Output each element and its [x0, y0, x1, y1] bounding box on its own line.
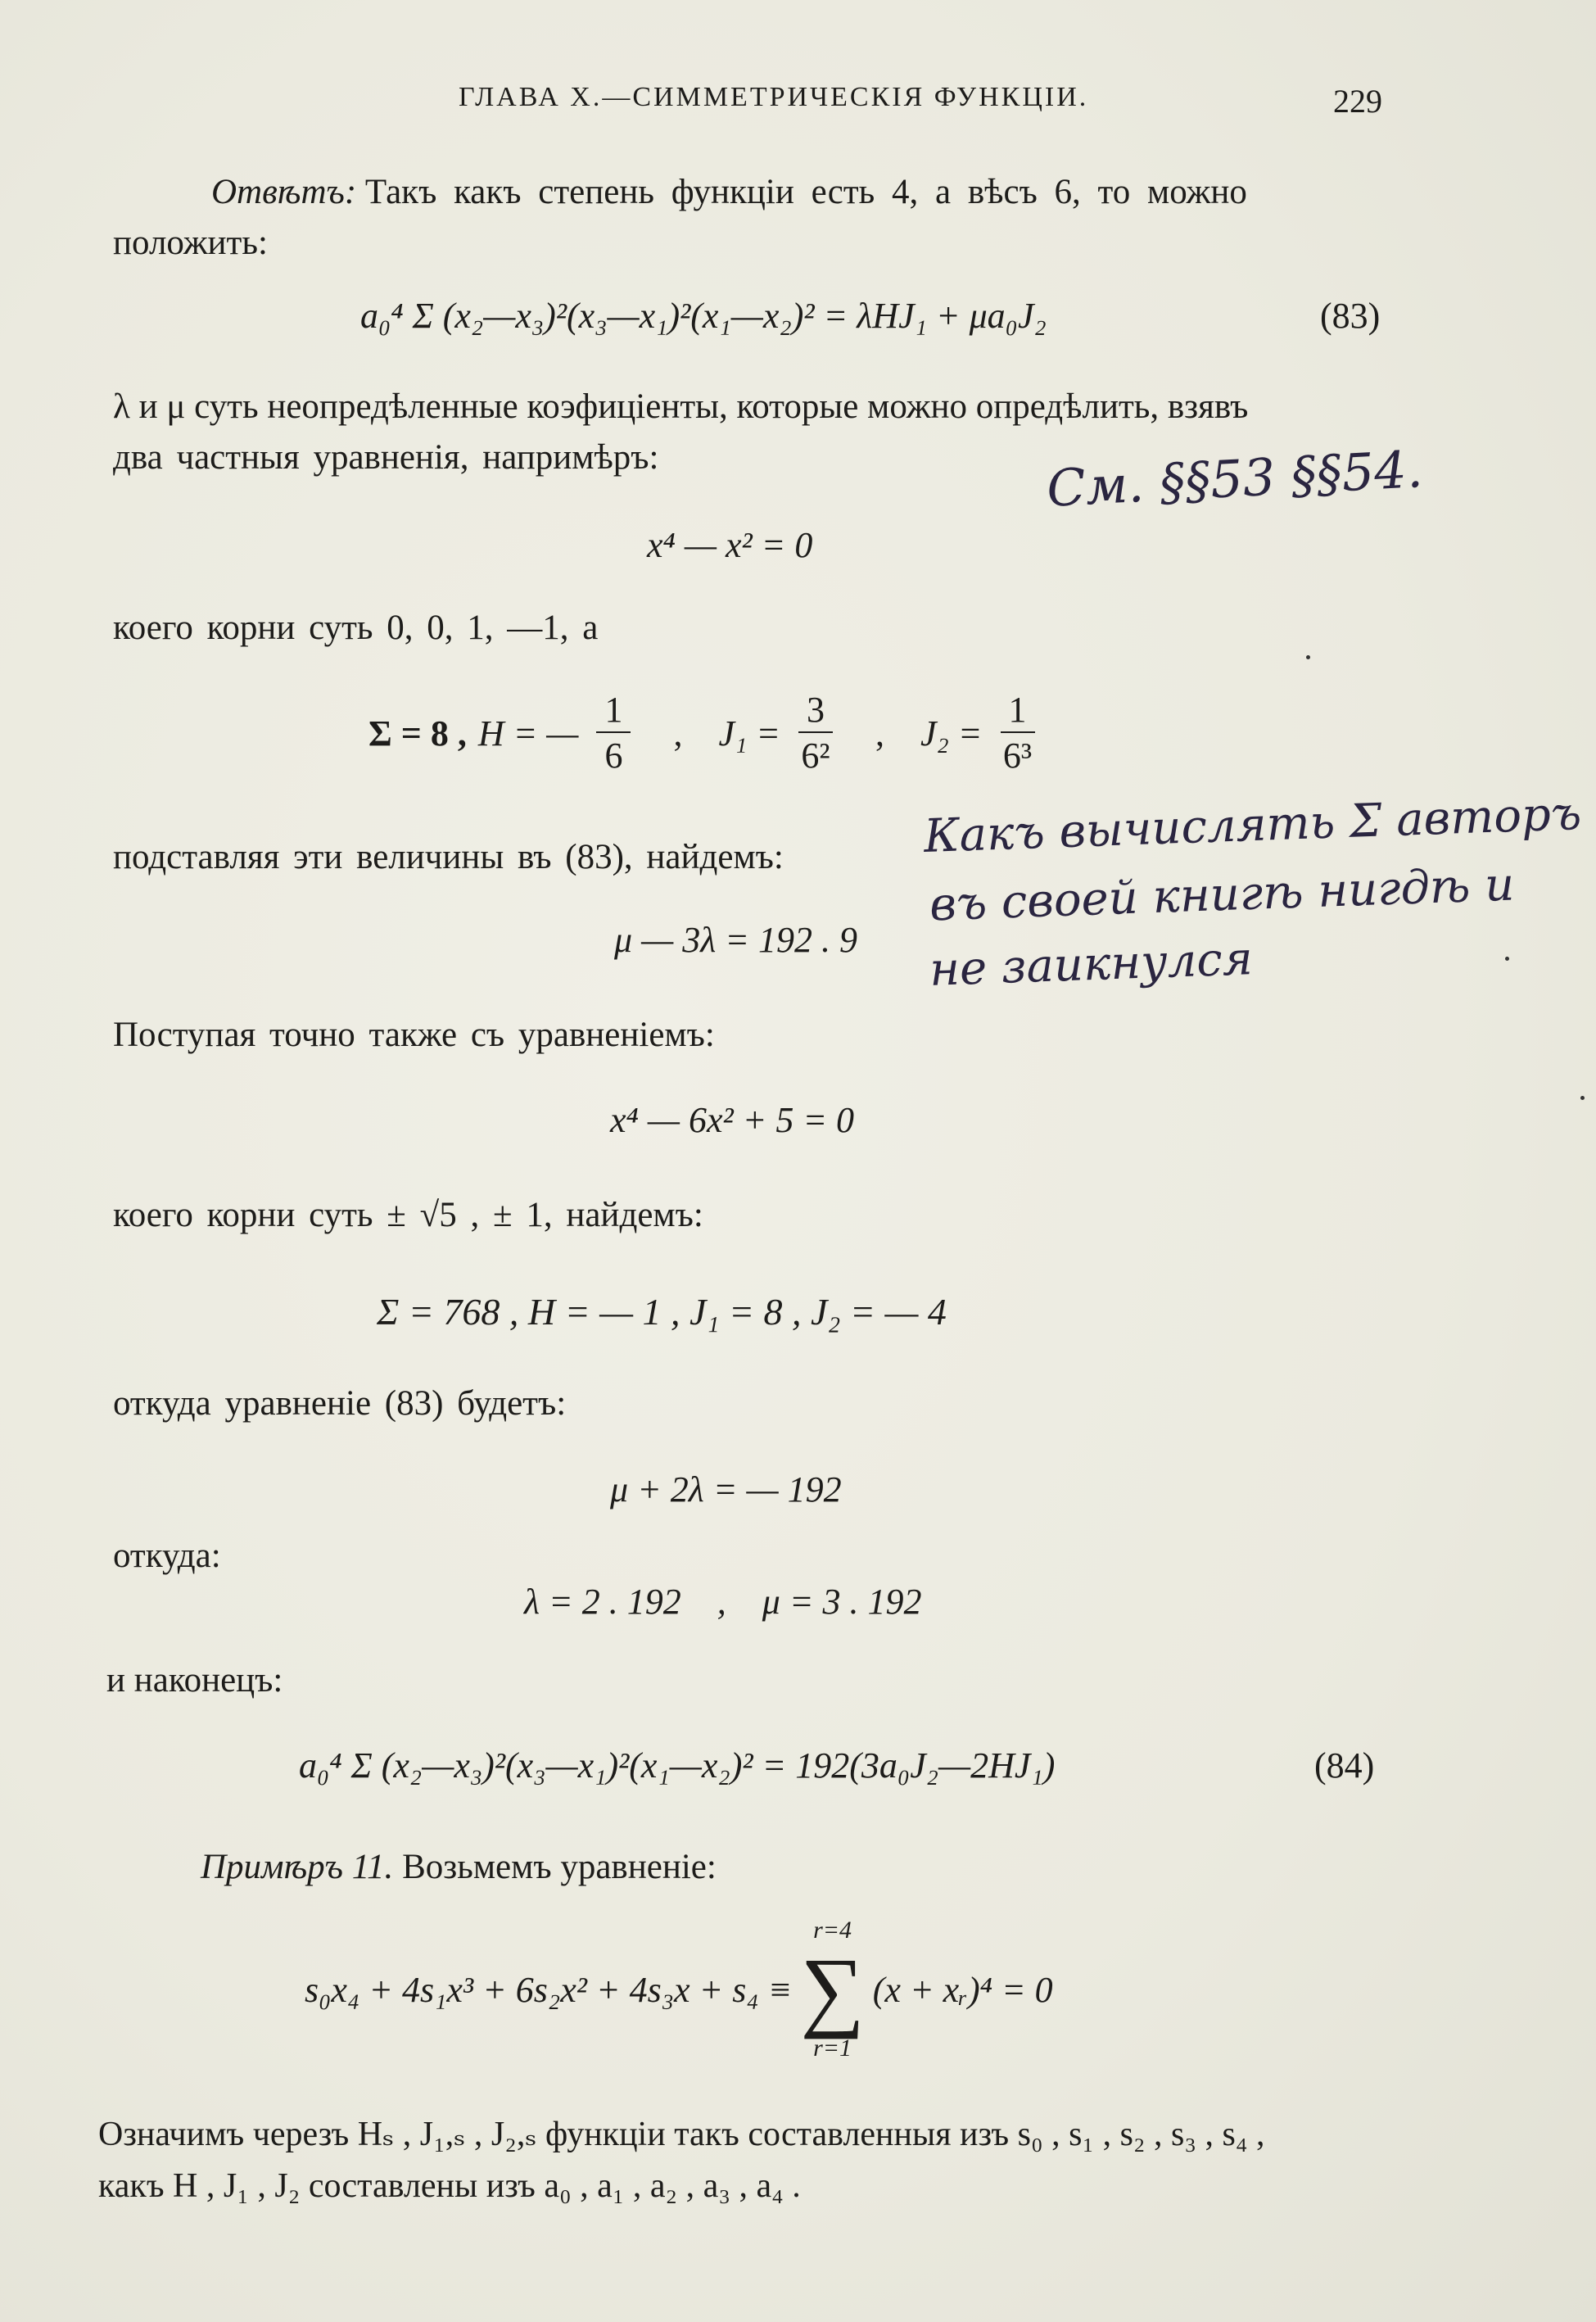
values-equation-1	[368, 692, 1042, 774]
fraction	[798, 692, 833, 774]
answer-label: Отвѣтъ:	[211, 173, 357, 211]
equation-f	[305, 1917, 1053, 2062]
sum-upper-limit: r=4	[813, 1917, 852, 1944]
denominator: 6²	[801, 736, 830, 776]
sigma-icon: ∑	[800, 1940, 865, 2039]
running-header: ГЛАВА X.—СИММЕТРИЧЕСКІЯ ФУНКЦІИ.	[459, 82, 1089, 112]
equation-84: a₀⁴ Σ (x₂—x₃)²(x₃—x₁)²(x₁—x₂)² = 192(3a₀J₂—2HJ₁)	[299, 1745, 1056, 1786]
fraction	[1001, 692, 1035, 774]
paragraph-line: два частныя уравненія, напримѣръ:	[113, 438, 659, 477]
paragraph-line: подставляя эти величины въ (83), найдемъ:	[113, 838, 784, 876]
paragraph-line: откуда уравненіе (83) будетъ:	[113, 1384, 567, 1423]
j1-label: J₁ =	[718, 713, 780, 754]
numerator: 1	[596, 692, 631, 733]
example-line	[201, 1849, 717, 1885]
paragraph-line: и наконецъ:	[106, 1661, 283, 1700]
h-label: H = —	[477, 713, 579, 754]
separator: ,	[875, 713, 884, 754]
paragraph-line: какъ H , J₁ , J₂ составлены изъ a₀ , a₁ , a₂ , a₃ , a₄ .	[98, 2167, 801, 2205]
equation-a: x⁴ — x² = 0	[647, 525, 813, 565]
paragraph-line: откуда:	[113, 1537, 221, 1575]
speck	[1306, 655, 1310, 659]
paragraph-line: Означимъ черезъ Hₛ , J₁,ₛ , J₂,ₛ функціи такъ составленныя изъ s₀ , s₁ , s₂ , s₃ , s₄ ,	[98, 2116, 1265, 2153]
numerator: 1	[1001, 692, 1035, 733]
j2-label: J₂ =	[920, 713, 983, 754]
fraction	[596, 692, 631, 774]
denominator: 6³	[1002, 736, 1033, 776]
sigma-value: Σ = 8 ,	[368, 713, 467, 754]
equation-b: μ — 3λ = 192 . 9	[614, 920, 857, 960]
equation-f-rhs: (x + xᵣ)⁴ = 0	[872, 1969, 1053, 2010]
paragraph-line: λ и μ суть неопредѣленные коэфиціенты, которые можно опредѣлить, взявъ	[113, 387, 1249, 426]
values-equation-2: Σ = 768 , H = — 1 , J₁ = 8 , J₂ = — 4	[377, 1291, 947, 1333]
sum-lower-limit: r=1	[813, 2035, 852, 2062]
paragraph-line: коего корни суть ± √5 , ± 1, найдемъ:	[113, 1196, 703, 1234]
example-text: Возьмемъ уравненіе:	[402, 1848, 717, 1886]
summation	[800, 1917, 864, 2062]
answer-text: Такъ какъ степень функціи есть 4, а вѣсъ 6, то можно	[364, 173, 1247, 211]
handwritten-note-line: Какъ вычислять Σ авторъ	[923, 787, 1583, 863]
equation-f-lhs: s₀x₄ + 4s₁x³ + 6s₂x² + 4s₃x + s₄ ≡	[305, 1969, 793, 2010]
answer-text-2: положить:	[113, 224, 268, 262]
paragraph-line: Поступая точно также съ уравненіемъ:	[113, 1016, 715, 1054]
handwritten-note-line: не заикнулся	[928, 932, 1254, 997]
answer-line	[211, 174, 1247, 210]
separator: ,	[673, 713, 683, 754]
equation-c: x⁴ — 6x² + 5 = 0	[610, 1100, 855, 1140]
equation-e: λ = 2 . 192 , μ = 3 . 192	[524, 1582, 922, 1622]
example-label: Примѣръ 11.	[201, 1848, 394, 1886]
handwritten-note-line: въ своей книгѣ нигдѣ и	[929, 858, 1516, 932]
paragraph-line: коего корни суть 0, 0, 1, —1, а	[113, 609, 599, 647]
numerator: 3	[798, 692, 833, 733]
denominator: 6	[604, 736, 623, 776]
page-number: 229	[1333, 83, 1382, 120]
equation-83: a₀⁴ Σ (x₂—x₃)²(x₃—x₁)²(x₁—x₂)² = λHJ₁ + μa₀J₂	[360, 296, 1047, 336]
speck	[1505, 957, 1509, 961]
speck	[1580, 1096, 1585, 1100]
equation-number-83: (83)	[1320, 296, 1381, 336]
handwritten-note-reference: См. §§53 §§54.	[1045, 439, 1425, 518]
equation-number-84: (84)	[1314, 1745, 1375, 1786]
equation-d: μ + 2λ = — 192	[610, 1469, 842, 1510]
